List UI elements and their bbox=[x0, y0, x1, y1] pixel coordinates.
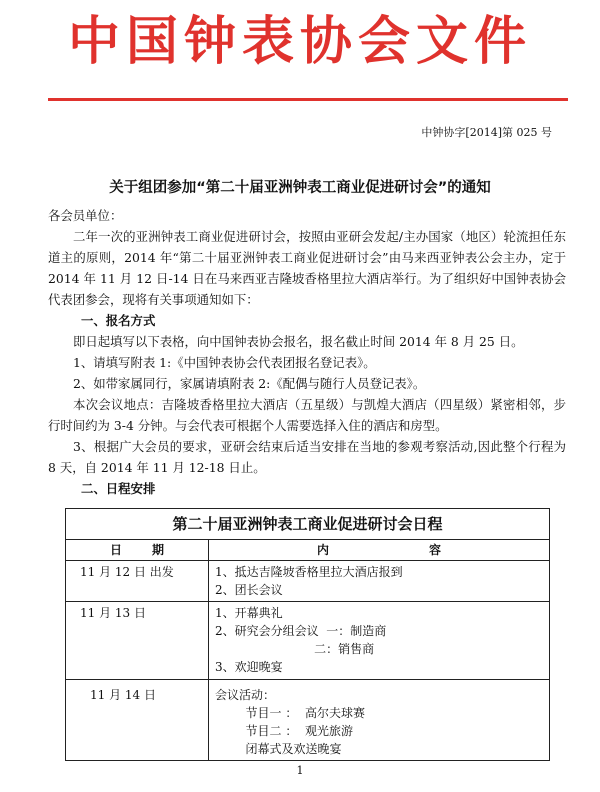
document-title: 关于组团参加“第二十届亚洲钟表工商业促进研讨会”的通知 bbox=[109, 180, 491, 196]
registration-item-2: 2、如带家属同行，家属请填附表 2:《配偶与随行人员登记表》。 bbox=[73, 376, 426, 391]
row-line: 3、欢迎晚宴 bbox=[215, 660, 283, 674]
row-date: 11 月 13 日 bbox=[66, 602, 209, 680]
section-heading-schedule: 二、日程安排 bbox=[81, 481, 156, 496]
registration-item-1: 1、请填写附表 1:《中国钟表协会代表团报名登记表》。 bbox=[73, 355, 376, 370]
masthead: 中国钟表协会文件 bbox=[67, 12, 532, 72]
row-date: 11 月 12 日 出发 bbox=[66, 561, 209, 602]
venue-paragraph: 本次会议地点：吉隆坡香格里拉大酒店（五星级）与凯煌大酒店（四星级）紧密相邻，步行时间约为 3-4 分钟。与会代表可根据个人需要选择入住的酒店和房型。 bbox=[48, 397, 566, 433]
document-number: 中钟协字[2014]第 025 号 bbox=[421, 126, 552, 139]
row-line: 节目二 ： 观光旅游 bbox=[215, 724, 353, 738]
table-row bbox=[66, 561, 550, 602]
intro-paragraph: 二年一次的亚洲钟表工商业促进研讨会，按照由亚研会发起/主办国家（地区）轮流担任东道主的原则，2014 年“第二十届亚洲钟表工商业促进研讨会”由马来西亚钟表公会主办，定于 2014 年 11 月 12 日-14 日在马来西亚吉隆坡香格里拉大酒店举行。为了组织好中国钟表协会代表团参会，现将有关事项通知如下： bbox=[48, 229, 566, 307]
column-header-content: 内容 bbox=[316, 543, 541, 557]
schedule-caption: 第二十届亚洲钟表工商业促进研讨会日程 bbox=[66, 509, 550, 540]
row-line: 二：销售商 bbox=[215, 642, 375, 656]
table-row bbox=[66, 602, 550, 680]
page-number: 1 bbox=[296, 764, 304, 777]
salutation: 各会员单位： bbox=[48, 208, 123, 223]
masthead-rule bbox=[48, 98, 568, 101]
schedule-table bbox=[65, 508, 550, 761]
row-line: 节目一 ： 高尔夫球赛 bbox=[215, 706, 365, 720]
row-line: 会议活动： bbox=[215, 688, 276, 702]
body-text bbox=[48, 205, 566, 499]
row-date: 11 月 14 日 bbox=[66, 680, 209, 761]
row-line: 闭幕式及欢送晚宴 bbox=[215, 742, 342, 756]
row-line: 1、开幕典礼 bbox=[215, 606, 283, 620]
table-row bbox=[66, 680, 550, 761]
section-heading-registration: 一、报名方式 bbox=[81, 313, 156, 328]
registration-deadline: 即日起填写以下表格，向中国钟表协会报名，报名截止时间 2014 年 8 月 25 日。 bbox=[73, 334, 524, 349]
registration-item-3: 3、根据广大会员的要求，亚研会结束后适当安排在当地的参观考察活动,因此整个行程为 8 天，自 2014 年 11 月 12-18 日止。 bbox=[48, 439, 566, 475]
row-line: 1、抵达吉隆坡香格里拉大酒店报到 bbox=[215, 565, 403, 579]
column-header-date: 日期 bbox=[109, 543, 194, 557]
row-line: 2、研究会分组会议 一：制造商 bbox=[215, 624, 387, 638]
row-line: 2、团长会议 bbox=[215, 583, 283, 597]
